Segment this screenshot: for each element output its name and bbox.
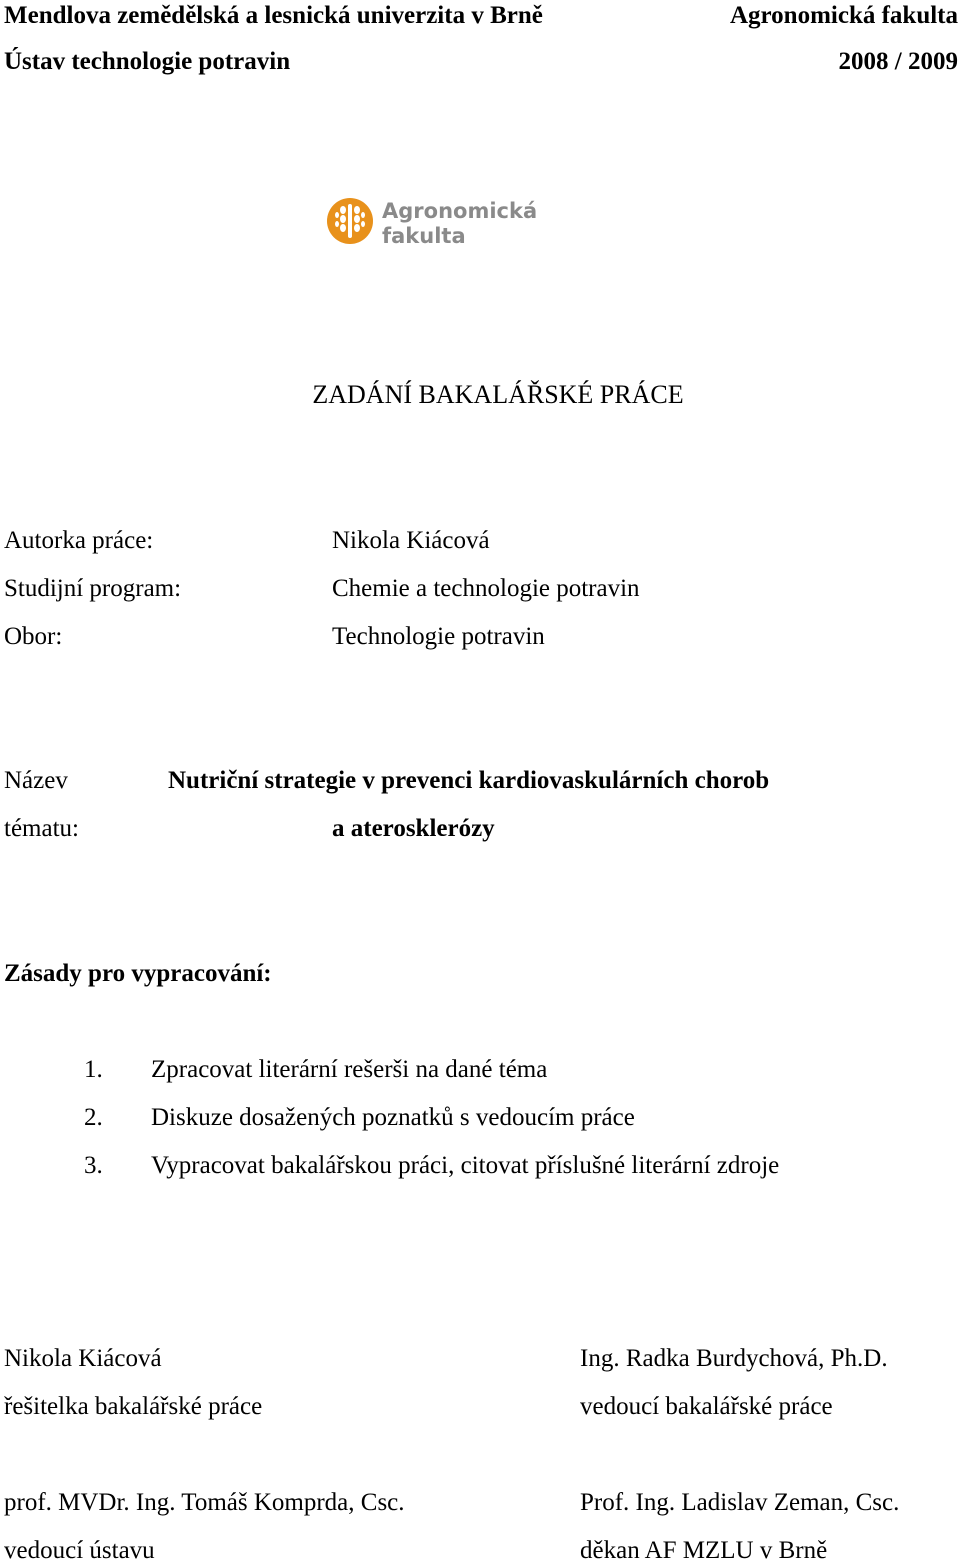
- faculty-name: Agronomická fakulta: [729, 2, 958, 29]
- document-title: ZADÁNÍ BAKALÁŘSKÉ PRÁCE: [312, 380, 684, 409]
- field-value: Technologie potravin: [332, 623, 545, 650]
- supervisor-signature-name: Ing. Radka Burdychová, Ph.D.: [580, 1345, 888, 1372]
- institute-name: Ústav technologie potravin: [4, 48, 291, 75]
- dean-signature-name: Prof. Ing. Ladislav Zeman, Csc.: [580, 1489, 900, 1516]
- wheat-emblem-icon: [326, 197, 374, 245]
- head-signature-name: prof. MVDr. Ing. Tomáš Komprda, Csc.: [4, 1489, 405, 1516]
- program-value: Chemie a technologie potravin: [332, 575, 640, 602]
- guideline-number: 1.: [84, 1056, 103, 1083]
- author-value: Nikola Kiácová: [332, 527, 490, 554]
- topic-title-line-1: Nutriční strategie v prevenci kardiovaskulárních chorob: [168, 767, 770, 794]
- topic-label-line-2: tématu:: [4, 815, 79, 842]
- guideline-text: Vypracovat bakalářskou práci, citovat příslušné literární zdroje: [151, 1152, 780, 1179]
- logo-line-2: fakulta: [382, 224, 466, 248]
- guideline-number: 3.: [84, 1152, 103, 1179]
- logo-wordmark: [382, 199, 537, 249]
- head-signature-role: vedoucí ústavu: [4, 1537, 155, 1564]
- university-name: Mendlova zemědělská a lesnická univerzita v Brně: [4, 2, 543, 29]
- academic-year: 2008 / 2009: [838, 48, 958, 75]
- field-label: Obor:: [4, 623, 63, 650]
- guideline-text: Zpracovat literární rešerši na dané téma: [151, 1056, 548, 1083]
- topic-label-line-1: Název: [4, 767, 68, 794]
- guideline-number: 2.: [84, 1104, 103, 1131]
- faculty-logo: [326, 195, 536, 255]
- dean-signature-role: děkan AF MZLU v Brně: [580, 1537, 828, 1564]
- author-signature-name: Nikola Kiácová: [4, 1345, 162, 1372]
- program-label: Studijní program:: [4, 575, 182, 602]
- author-label: Autorka práce:: [4, 527, 154, 554]
- guidelines-heading: Zásady pro vypracování:: [4, 960, 272, 987]
- supervisor-signature-role: vedoucí bakalářské práce: [580, 1393, 833, 1420]
- guideline-text: Diskuze dosažených poznatků s vedoucím práce: [151, 1104, 635, 1131]
- logo-line-1: Agronomická: [382, 199, 538, 223]
- author-signature-role: řešitelka bakalářské práce: [4, 1393, 263, 1420]
- topic-title-line-2: a aterosklerózy: [332, 815, 495, 842]
